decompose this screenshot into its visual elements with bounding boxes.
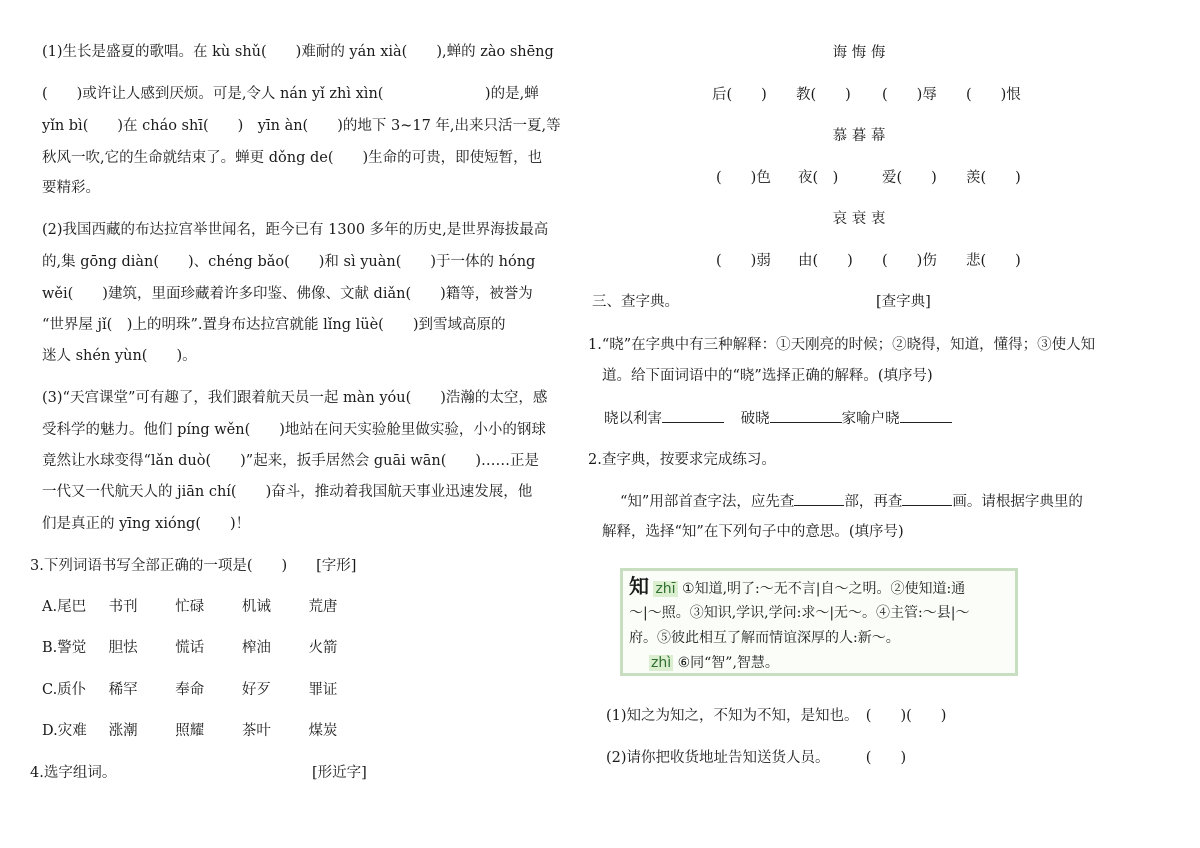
dictionary-entry-box	[620, 568, 1018, 676]
q3-option-c[interactable]: C.质仆 稀罕 奉命 好歹 罪证	[42, 682, 338, 698]
answer-blank[interactable]	[900, 408, 952, 423]
group-word: 羡( )	[966, 170, 1021, 186]
group-word: ( )恨	[966, 87, 1021, 103]
p1-line: 要精彩。	[42, 180, 100, 196]
answer-blank[interactable]	[662, 408, 724, 423]
pinyin-zhi1: zhī	[655, 581, 676, 597]
p3-line: (3)“天宫课堂”可有趣了，我们跟着航天员一起 màn yóu( )浩瀚的太空，感	[42, 390, 548, 406]
group-word: 夜( )	[798, 170, 839, 186]
p2-line: (2)我国西藏的布达拉宫举世闻名，距今已有 1300 多年的历史,是世界海拔最高	[42, 222, 549, 238]
group-chars: 慕 暮 幕	[832, 128, 886, 144]
dictionary-line: zhì ⑥同“智”,智慧。	[651, 655, 779, 671]
q3-title: 3.下列词语书写全部正确的一项是( ) [字形]	[30, 558, 357, 574]
p3-line: 竟然让水球变得“lǎn duò( )”起来，扳手居然会 guāi wān( )……正是	[42, 453, 540, 469]
q1-answers: 晓以利害 破晓 家喻户晓	[604, 408, 952, 429]
q2-line: “知”用部首查字法，应先查 部，再查 画。请根据字典里的	[620, 491, 1083, 512]
group-word: 由( )	[798, 253, 853, 269]
q1-line: 1.“晓”在字典中有三种解释：①天刚亮的时候；②晓得，知道，懂得；③使人知	[588, 337, 1096, 353]
sentence-2: (2)请你把收货地址告知送货人员。 ( )	[606, 750, 907, 766]
q3-option-a[interactable]: A.尾巴 书刊 忙碌 机诫 荒唐	[42, 599, 338, 615]
q2-title: 2.查字典，按要求完成练习。	[588, 452, 776, 468]
q1-line: 道。给下面词语中的“晓”选择正确的解释。(填序号)	[602, 368, 933, 384]
section-3-title: 三、查字典。	[592, 294, 679, 310]
group-word: ( )色	[716, 170, 771, 186]
section-3-tag: [查字典]	[876, 294, 931, 310]
group-word: ( )弱	[716, 253, 771, 269]
q3-option-d[interactable]: D.灾难 涨潮 照耀 茶叶 煤炭	[42, 723, 338, 739]
q4-tag: [形近字]	[312, 765, 367, 781]
group-word: 教( )	[796, 87, 851, 103]
group-word: 后( )	[712, 87, 767, 103]
dictionary-line: 府。⑤彼此相互了解而情谊深厚的人:新～。	[629, 630, 900, 646]
pinyin-zhi4: zhì	[651, 655, 672, 671]
answer-blank[interactable]	[770, 408, 842, 423]
p2-line: “世界屋 jǐ( )上的明珠”.置身布达拉宫就能 lǐng lüè( )到雪域高原的	[42, 317, 506, 333]
p3-line: 们是真正的 yīng xióng( )！	[42, 516, 251, 532]
q2-line: 解释，选择“知”在下列句子中的意思。(填序号)	[602, 524, 904, 540]
p1-line: ( )或许让人感到厌烦。可是,令人 nán yǐ zhì xìn( )的是,蝉	[42, 86, 539, 102]
dictionary-line: 知 zhī ①知道,明了:～无不言|自～之明。②使知道:通	[629, 574, 966, 598]
group-word: 悲( )	[966, 253, 1021, 269]
sentence-1: (1)知之为知之，不知为不知，是知也。 ( )( )	[606, 708, 947, 724]
group-chars: 哀 衰 衷	[832, 211, 886, 227]
p3-line: 受科学的魅力。他们 píng wěn( )地站在问天实验舱里做实验，小小的钢球	[42, 422, 546, 438]
p2-line: 迷人 shén yùn( )。	[42, 348, 197, 364]
p1-line: (1)生长是盛夏的歌唱。在 kù shǔ( )难耐的 yán xià( ),蝉的 zào shēng	[42, 44, 554, 60]
p1-line: yǐn bì( )在 cháo shī( ) yīn àn( )的地下 3~17 年,出来只活一夏,等	[42, 118, 561, 134]
group-chars: 诲 悔 侮	[832, 45, 886, 61]
q3-option-b[interactable]: B.警觉 胆怯 慌话 榨油 火箭	[42, 640, 338, 656]
q4-title: 4.选字组词。	[30, 765, 117, 781]
group-word: ( )伤	[882, 253, 937, 269]
p2-line: 的,集 gōng diàn( )、chéng bǎo( )和 sì yuàn( )于一体的 hóng	[42, 254, 536, 270]
p3-line: 一代又一代航天人的 jiān chí( )奋斗，推动着我国航天事业迅速发展，他	[42, 484, 533, 500]
group-word: ( )辱	[882, 87, 937, 103]
answer-blank[interactable]	[794, 491, 844, 506]
dictionary-headword: 知	[629, 574, 649, 598]
answer-blank[interactable]	[902, 491, 952, 506]
p1-line: 秋风一吹,它的生命就结束了。蝉更 dǒng de( )生命的可贵，即使短暂，也	[42, 150, 543, 166]
dictionary-line: ～|～照。③知识,学识,学问:求～|无～。④主管:～县|～	[629, 605, 970, 621]
group-word: 爱( )	[882, 170, 937, 186]
p2-line: wěi( )建筑，里面珍藏着许多印鉴、佛像、文献 diǎn( )籍等，被誉为	[42, 286, 533, 302]
